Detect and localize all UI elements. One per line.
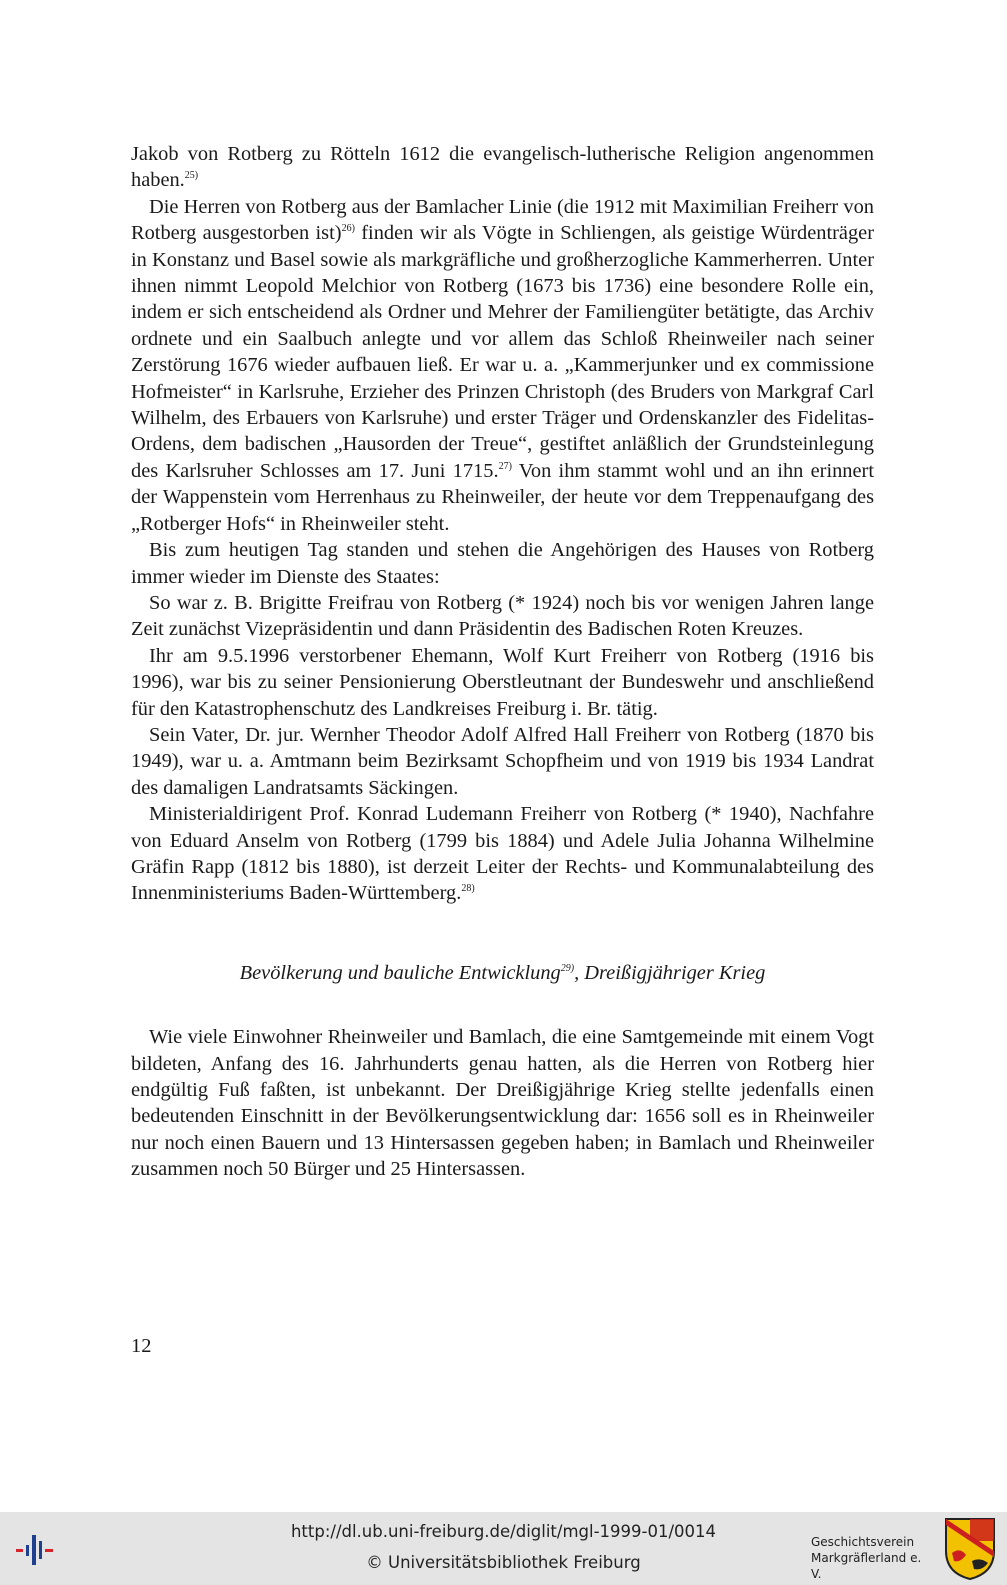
paragraph-3: Bis zum heutigen Tag standen und stehen die Angehörigen des Hauses von Rotberg immer wieder im Dienste des Staates: [131, 539, 874, 588]
paragraph-2 [131, 194, 874, 537]
paragraph-text: Jakob von Rotberg zu Rötteln 1612 die evangelisch-lutherische Religion angenommen haben. [131, 143, 874, 192]
paragraph-1 [131, 141, 874, 194]
paragraph-text: Ministerialdirigent Prof. Konrad Ludemann Freiherr von Rotberg (* 1940), Nachfahre von Eduard Anselm von Rotberg (1799 bis 1884) und Adele Julia Johanna Wilhelmine Gräfin Rapp (1812 bis 1880), ist derzeit Leiter der Rechts- und Kommunalabteilung des Innenministeriums Baden-Württemberg. [131, 803, 874, 905]
footnote-ref: 26) [341, 223, 355, 235]
paragraph-4: So war z. B. Brigitte Freifrau von Rotberg (* 1924) noch bis vor wenigen Jahren lange Zeit zunächst Vizepräsidentin und dann Präsidentin des Badischen Roten Kreuzes. [131, 591, 874, 641]
paragraph-7 [131, 801, 874, 907]
footnote-ref: 28) [461, 883, 475, 895]
footnote-ref: 27) [498, 460, 512, 472]
page-number: 12 [131, 1335, 152, 1357]
footnote-ref: 25) [184, 170, 199, 182]
paragraph-text: Die Herren von Rotberg aus der Bamlacher Linie (die 1912 mit Maximilian Freiherr von Rotberg ausgestorben ist) [131, 195, 874, 245]
section-heading [131, 960, 874, 986]
footer-copyright: © Universitätsbibliothek Freiburg [366, 1553, 641, 1572]
coat-of-arms-icon [944, 1517, 996, 1581]
paragraph-5: Ihr am 9.5.1996 verstorbener Ehemann, Wolf Kurt Freiherr von Rotberg (1916 bis 1996), war bis zu seiner Pensionierung Oberstleutnant der Bundeswehr und anschließend für den Katastrophenschutz des Landkreises Freiburg i. Br. tätig. [131, 644, 874, 720]
footer-url-link[interactable]: http://dl.ub.uni-freiburg.de/diglit/mgl-1999-01/0014 [290, 1522, 717, 1541]
page-body [131, 141, 874, 1183]
footer-society-name [811, 1534, 931, 1582]
footnote-ref: 29) [560, 962, 575, 974]
footer-bar [0, 1512, 1007, 1585]
society-line: Markgräflerland e. V. [811, 1551, 922, 1581]
paragraph-6: Sein Vater, Dr. jur. Wernher Theodor Adolf Alfred Hall Freiherr von Rotberg (1870 bis 1949), war u. a. Amtmann beim Bezirksamt Schopfheim und von 1919 bis 1934 Landrat des damaligen Landratsamts Säckingen. [131, 723, 874, 799]
society-line: Geschichtsverein [811, 1535, 915, 1549]
paragraph-8: Wie viele Einwohner Rheinweiler und Bamlach, die eine Samtgemeinde mit einem Vogt bildeten, Anfang des 16. Jahrhunderts genau hatten, als die Herren von Rotberg hier endgültig Fuß faßten, ist unbekannt. Der Dreißigjährige Krieg stellte jedenfalls einen bedeutenden Einschnitt in der Bevölkerungsentwicklung dar: 1656 soll es in Rheinweiler nur noch einen Bauern und 13 Hintersassen gegeben haben; in Bamlach und Rheinweiler zusammen noch 50 Bürger und 25 Hintersassen. [131, 1026, 874, 1181]
paragraph-text: finden wir als Vögte in Schliengen, als geistige Würdenträger in Konstanz und Basel sowie als markgräfliche und großherzogliche Kammerherren. Unter ihnen nimmt Leopold Melchior von Rotberg (1673 bis 1736) eine besondere Rolle ein, indem er sich entscheidend als Ordner und Mehrer der Familiengüter betätigte, das Archiv ordnete und ein Saalbuch anlegte und vor allem das Schloß Rheinweiler nach seiner Zerstörung 1676 wieder aufbauen ließ. Er war u. a. „Kammerjunker und ex commissione Hofmeister“ in Karlsruhe, Erzieher des Prinzen Christoph (des Bruders von Markgraf Carl Wilhelm, des Erbauers von Karlsruhe) und erster Träger und Ordenskanzler des Fidelitas-Ordens, dem badischen „Hausorden der Treue“, gestiftet anläßlich der Grundsteinlegung des Karlsruher Schlosses am 17. Juni 1715. [131, 222, 875, 482]
heading-text: Bevölkerung und bauliche Entwicklung [239, 961, 561, 984]
paragraph-text: Von ihm stammt wohl und an ihn erinnert der Wappenstein vom Herrenhaus zu Rheinweiler, der heute vor dem Treppenaufgang des „Rotberger Hofs“ in Rheinweiler steht. [131, 459, 875, 535]
heading-text: , Dreißigjähriger Krieg [574, 961, 766, 984]
